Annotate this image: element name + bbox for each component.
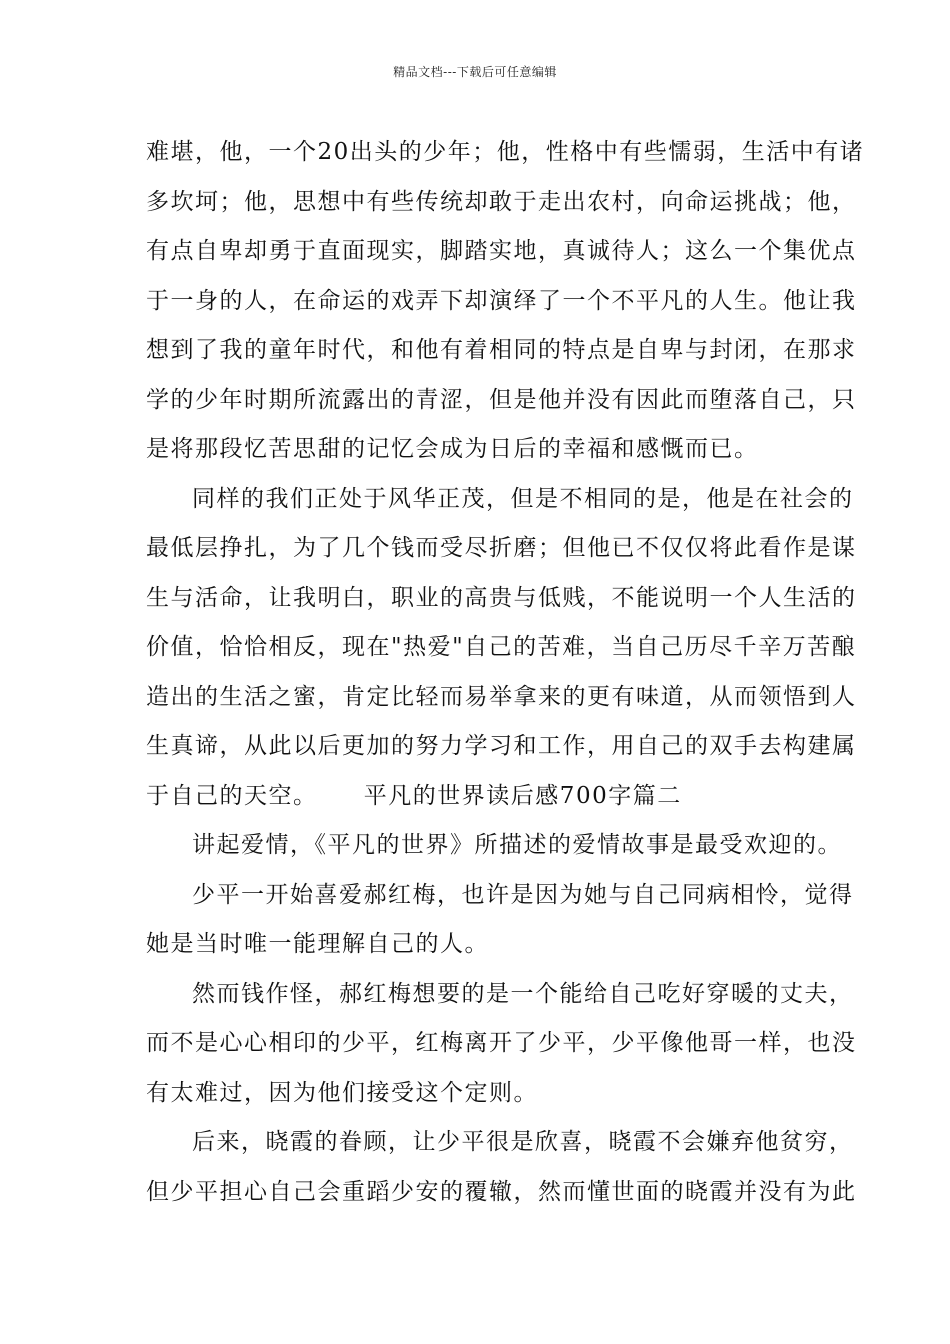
text-line: 最低层挣扎，为了几个钱而受尽折磨；但他已不仅仅将此看作是谋: [146, 535, 857, 561]
text-line: 但少平担心自己会重蹈少安的覆辙，然而懂世面的晓霞并没有为此: [146, 1178, 857, 1205]
text-line: 她是当时唯一能理解自己的人。: [146, 931, 489, 957]
paragraph-first-line: 同样的我们正处于风华正茂，但是不相同的是，他是在社会的: [192, 485, 854, 512]
paragraph-first-line: 讲起爱情，《平凡的世界》所描述的爱情故事是最受欢迎的。: [192, 832, 842, 858]
text-line: 价值，恰恰相反，现在"热爱"自己的苦难，当自己历尽千辛万苦酿: [146, 634, 857, 660]
document-body: [146, 128, 865, 1217]
text-line: 难堪，他，一个20出头的少年；他，性格中有些懦弱，生活中有诸: [146, 139, 865, 165]
text-line: 是将那段忆苦思甜的记忆会成为日后的幸福和感慨而已。: [146, 436, 759, 462]
page-header: 精品文档---下载后可任意编辑: [393, 65, 557, 79]
text-line: 生真谛，从此以后更加的努力学习和工作，用自己的双手去构建属: [146, 733, 857, 759]
text-line: 多坎坷；他，思想中有些传统却敢于走出农村，向命运挑战；他，: [146, 188, 857, 215]
text-line: 有点自卑却勇于直面现实，脚踏实地，真诚待人；这么一个集优点: [146, 238, 857, 264]
paragraph-first-line: 后来，晓霞的眷顾，让少平很是欣喜，晓霞不会嫌弃他贫穷，: [192, 1129, 854, 1155]
text-line: 生与活命，让我明白，职业的高贵与低贱，不能说明一个人生活的: [146, 584, 857, 611]
text-line-with-section-title: 于自己的天空。 平凡的世界读后感700字篇二: [146, 782, 682, 809]
text-line: 学的少年时期所流露出的青涩，但是他并没有因此而堕落自己，只: [146, 386, 857, 413]
text-line: 而不是心心相印的少平，红梅离开了少平，少平像他哥一样，也没: [146, 1030, 857, 1056]
text-line: 于一身的人，在命运的戏弄下却演绎了一个不平凡的人生。他让我: [146, 287, 857, 314]
text-line: 造出的生活之蜜，肯定比轻而易举拿来的更有味道，从而领悟到人: [146, 683, 857, 710]
paragraph-first-line: 少平一开始喜爱郝红梅，也许是因为她与自己同病相怜，觉得: [192, 881, 854, 908]
text-line: 想到了我的童年时代，和他有着相同的特点是自卑与封闭，在那求: [146, 337, 857, 363]
text-line: 有太难过，因为他们接受这个定则。: [146, 1079, 538, 1106]
paragraph-first-line: 然而钱作怪，郝红梅想要的是一个能给自己吃好穿暖的丈夫，: [192, 980, 854, 1007]
